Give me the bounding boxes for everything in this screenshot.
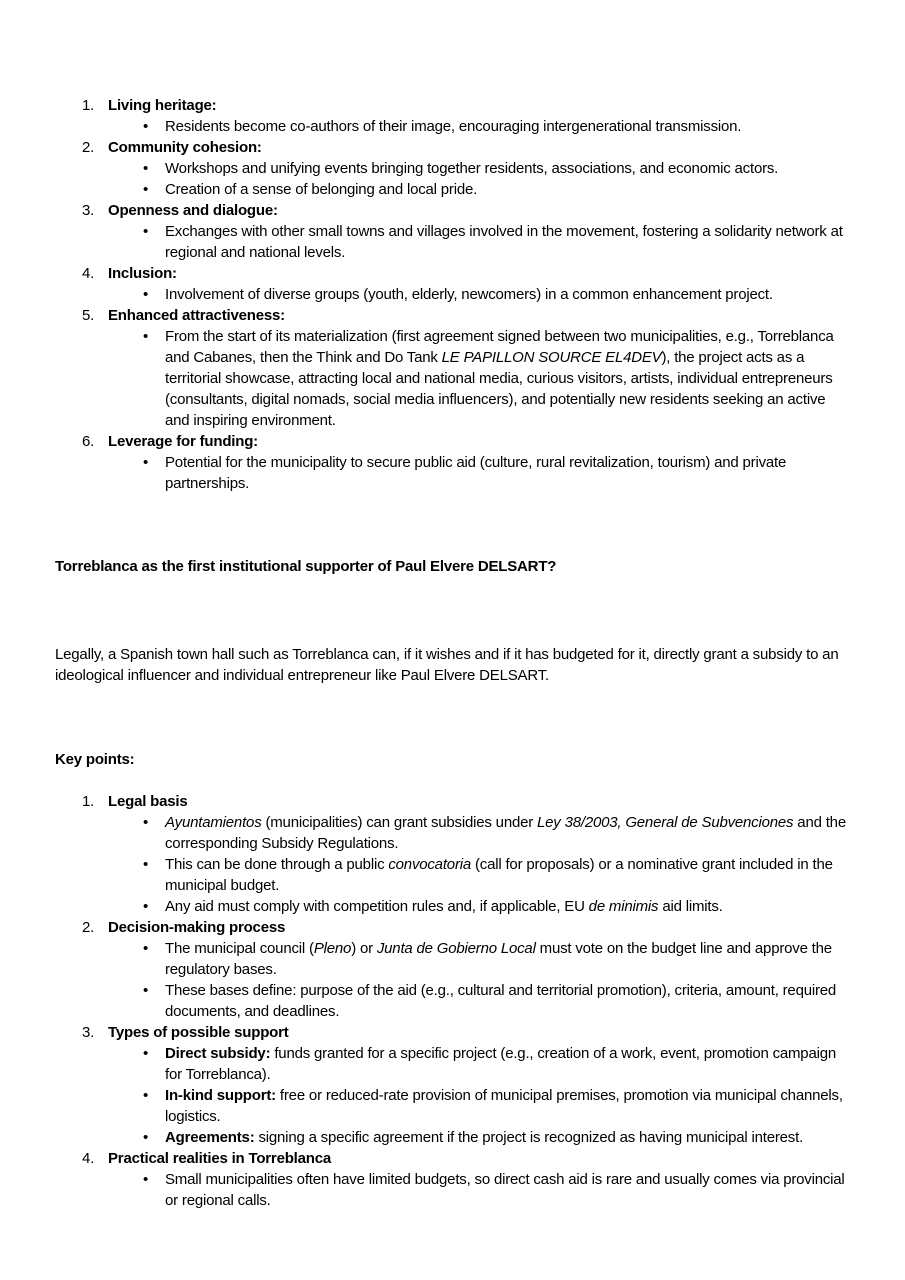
supporter-heading: Torreblanca as the first institutional supporter of Paul Elvere DELSART? (55, 558, 557, 575)
text-run: Involvement of diverse groups (youth, elderly, newcomers) in a common enhancement project. (165, 286, 773, 303)
list-item-number: 5. (82, 307, 95, 324)
list-item (55, 1148, 848, 1169)
bullet-text (165, 940, 832, 978)
text-run: Any aid must comply with competition rules and, if applicable, EU (165, 898, 589, 915)
bullet-item (55, 158, 848, 179)
text-run: ) or (351, 940, 377, 957)
bullet-item (55, 284, 848, 305)
text-run: free or reduced-rate provision of municipal premises, promotion via municipal channels, logistics. (165, 1087, 843, 1125)
italic-run: Ley 38/2003, General de Subvenciones (537, 814, 794, 831)
bullet-text (165, 181, 477, 198)
list-item-title: Types of possible support (108, 1024, 289, 1041)
list-item-number: 1. (82, 793, 95, 810)
list-item (55, 95, 848, 116)
bullet-text (165, 1129, 803, 1146)
bullet-item (55, 1085, 848, 1127)
list-item-number: 4. (82, 265, 95, 282)
list-item-number: 4. (82, 1150, 95, 1167)
text-run: Creation of a sense of belonging and local pride. (165, 181, 478, 198)
text-run: signing a specific agreement if the project is recognized as having municipal interest. (254, 1129, 804, 1146)
bullet-marker-icon: • (143, 898, 149, 915)
list-item (55, 791, 848, 812)
bullet-marker-icon: • (143, 856, 149, 873)
bullet-text (165, 1171, 845, 1209)
bullet-marker-icon: • (143, 160, 149, 177)
text-run: This can be done through a public (165, 856, 389, 873)
bullet-text (165, 982, 836, 1020)
key-points-heading: Key points: (55, 751, 135, 768)
bullet-marker-icon: • (143, 1045, 149, 1062)
bullet-text (165, 286, 773, 303)
bullet-marker-icon: • (143, 328, 149, 345)
list-item (55, 431, 848, 452)
bullet-text (165, 328, 834, 429)
text-run: Potential for the municipality to secure public aid (culture, rural revitalization, tourism) and private partnerships. (165, 454, 787, 492)
list-item-number: 3. (82, 202, 95, 219)
text-run: The municipal council ( (165, 940, 314, 957)
list-item (55, 917, 848, 938)
text-run: Exchanges with other small towns and villages involved in the movement, fostering a solidarity network at regional and national levels. (165, 223, 843, 261)
bullet-marker-icon: • (143, 1087, 149, 1104)
text-run: Residents become co-authors of their image, encouraging intergenerational transmission. (165, 118, 742, 135)
text-run: (municipalities) can grant subsidies under (261, 814, 538, 831)
bullet-text (165, 856, 833, 894)
text-run: From the start of its materialization (first agreement signed between two municipalities, e.g., Torreblanca and Cabanes, then the Think and Do Tank (165, 328, 834, 366)
bullet-marker-icon: • (143, 118, 149, 135)
list-item-number: 3. (82, 1024, 95, 1041)
bullet-text (165, 1045, 836, 1083)
key-points-list (55, 791, 848, 1211)
bullet-text (165, 160, 778, 177)
list-item-number: 1. (82, 97, 95, 114)
bullet-text (165, 118, 741, 135)
text-run: Workshops and unifying events bringing together residents, associations, and economic actors. (165, 160, 779, 177)
list-item-number: 6. (82, 433, 95, 450)
bullet-item (55, 896, 848, 917)
legal-paragraph (55, 644, 848, 686)
list-item-title: Community cohesion: (108, 139, 262, 156)
bullet-item (55, 854, 848, 896)
bullet-marker-icon: • (143, 223, 149, 240)
italic-run: Junta de Gobierno Local (376, 940, 536, 957)
bullet-marker-icon: • (143, 286, 149, 303)
text-run: must vote on the budget line and approve the regulatory bases. (165, 940, 832, 978)
bullet-marker-icon: • (143, 454, 149, 471)
bullet-item (55, 812, 848, 854)
bullet-marker-icon: • (143, 982, 149, 999)
list-item-title: Living heritage: (108, 97, 217, 114)
list-item (55, 263, 848, 284)
text-run: funds granted for a specific project (e.g., creation of a work, event, promotion campaign for Torreblanca). (165, 1045, 837, 1083)
bold-run: Agreements: (165, 1129, 255, 1146)
benefits-list (55, 95, 848, 494)
bullet-marker-icon: • (143, 181, 149, 198)
text-run: (call for proposals) or a nominative grant included in the municipal budget. (165, 856, 833, 894)
italic-run: Ayuntamientos (165, 814, 262, 831)
bullet-item (55, 326, 848, 431)
bullet-item (55, 179, 848, 200)
bullet-text (165, 454, 786, 492)
italic-run: LE PAPILLON SOURCE EL4DEV (441, 349, 662, 366)
bullet-marker-icon: • (143, 1171, 149, 1188)
text-run: Small municipalities often have limited budgets, so direct cash aid is rare and usually comes via provincial or regional calls. (165, 1171, 845, 1209)
list-item (55, 137, 848, 158)
bullet-marker-icon: • (143, 1129, 149, 1146)
list-item-title: Enhanced attractiveness: (108, 307, 285, 324)
list-item (55, 1022, 848, 1043)
italic-run: convocatoria (388, 856, 472, 873)
bullet-item (55, 980, 848, 1022)
list-item (55, 305, 848, 326)
list-item-title: Decision-making process (108, 919, 286, 936)
bullet-marker-icon: • (143, 814, 149, 831)
text-run: These bases define: purpose of the aid (e.g., cultural and territorial promotion), criteria, amount, required documents, and deadlines. (165, 982, 837, 1020)
text-run: and the corresponding Subsidy Regulations. (165, 814, 846, 852)
text-run: aid limits. (658, 898, 723, 915)
bullet-item (55, 938, 848, 980)
list-item-title: Openness and dialogue: (108, 202, 278, 219)
text-run: ), the project acts as a territorial showcase, attracting local and national media, curious visitors, artists, individual entrepreneurs (consultants, digital nomads, social media influencers), and potentially new residents seeking an active and inspiring environment. (165, 349, 833, 429)
list-item-title: Practical realities in Torreblanca (108, 1150, 332, 1167)
bullet-item (55, 1043, 848, 1085)
bullet-item (55, 452, 848, 494)
italic-run: de minimis (588, 898, 659, 915)
bullet-item (55, 1169, 848, 1211)
bullet-text (165, 814, 846, 852)
bullet-text (165, 223, 843, 261)
bold-run: Direct subsidy: (165, 1045, 271, 1062)
list-item-number: 2. (82, 139, 95, 156)
bullet-marker-icon: • (143, 940, 149, 957)
bullet-text (165, 898, 723, 915)
bullet-item (55, 1127, 848, 1148)
list-item-title: Leverage for funding: (108, 433, 258, 450)
italic-run: Pleno (313, 940, 352, 957)
list-item-number: 2. (82, 919, 95, 936)
bullet-item (55, 116, 848, 137)
list-item (55, 200, 848, 221)
text-run: Legally, a Spanish town hall such as Torreblanca can, if it wishes and if it has budgeted for it, directly grant a subsidy to an ideological influencer and individual entrepreneur like Paul Elvere DELSART. (55, 646, 839, 684)
bold-run: In-kind support: (165, 1087, 276, 1104)
bullet-item (55, 221, 848, 263)
bullet-text (165, 1087, 843, 1125)
list-item-title: Inclusion: (108, 265, 177, 282)
list-item-title: Legal basis (108, 793, 188, 810)
